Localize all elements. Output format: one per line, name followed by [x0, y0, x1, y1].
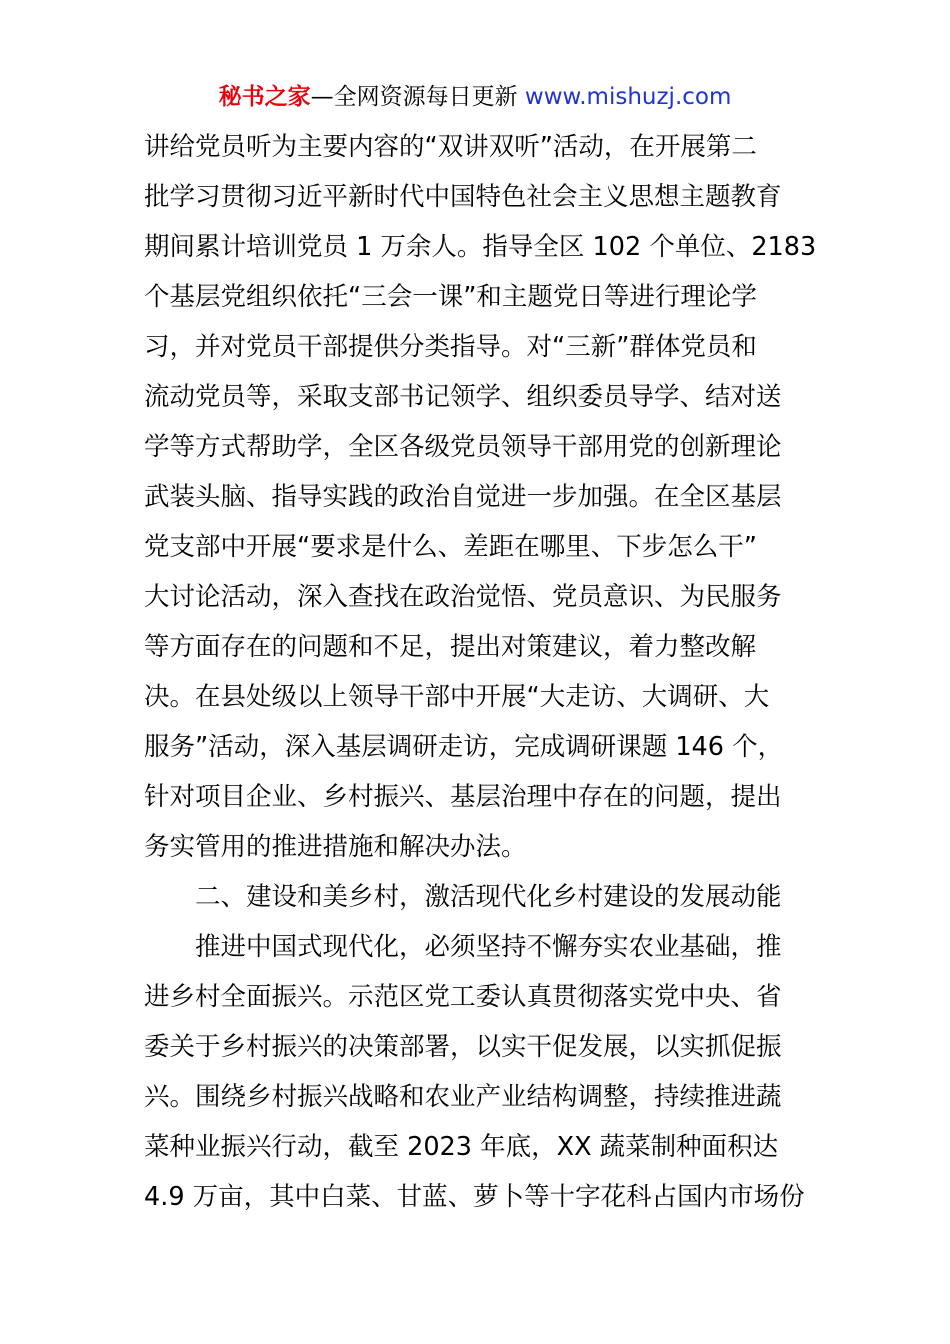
text-line: 决。在县处级以上领导干部中开展“大走访、大调研、大 [144, 682, 770, 712]
text-line: 大讨论活动，深入查找在政治觉悟、党员意识、为民服务 [144, 582, 782, 612]
site-header [0, 80, 950, 114]
text-line: 期间累计培训党员 1 万余人。指导全区 102 个单位、2183 [144, 232, 817, 262]
text-line: 批学习贯彻习近平新时代中国特色社会主义思想主题教育 [144, 182, 782, 212]
text-line: 推进中国式现代化，必须坚持不懈夯实农业基础，推 [195, 932, 782, 962]
text-line: 针对项目企业、乡村振兴、基层治理中存在的问题，提出 [144, 782, 782, 812]
document-body [144, 122, 817, 1222]
text-line: 进乡村全面振兴。示范区党工委认真贯彻落实党中央、省 [144, 982, 782, 1012]
text-line: 流动党员等，采取支部书记领学、组织委员导学、结对送 [144, 382, 782, 412]
text-line: 务实管用的推进措施和解决办法。 [144, 832, 527, 862]
site-url-link[interactable]: www.mishuzj.com [524, 84, 732, 110]
text-line: 等方面存在的问题和不足，提出对策建议，着力整改解 [144, 632, 757, 662]
text-line: 学等方式帮助学，全区各级党员领导干部用党的创新理论 [144, 432, 782, 462]
text-line: 4.9 万亩，其中白菜、甘蓝、萝卜等十字花科占国内市场份 [144, 1182, 805, 1212]
brand-name: 秘书之家 [218, 84, 311, 110]
section-heading: 二、建设和美乡村，激活现代化乡村建设的发展动能 [195, 882, 782, 912]
text-line: 党支部中开展“要求是什么、差距在哪里、下步怎么干” [144, 532, 757, 562]
text-line: 讲给党员听为主要内容的“双讲双听”活动，在开展第二 [144, 132, 757, 162]
text-line: 委关于乡村振兴的决策部署，以实干促发展，以实抓促振 [144, 1032, 782, 1062]
text-line: 武装头脑、指导实践的政治自觉进一步加强。在全区基层 [144, 482, 782, 512]
header-tagline: —全网资源每日更新 [310, 84, 525, 110]
text-line: 兴。围绕乡村振兴战略和农业产业结构调整，持续推进蔬 [144, 1082, 782, 1112]
text-line: 菜种业振兴行动，截至 2023 年底，XX 蔬菜制种面积达 [144, 1132, 779, 1162]
text-line: 个基层党组织依托“三会一课”和主题党日等进行理论学 [144, 282, 757, 312]
text-line: 服务”活动，深入基层调研走访，完成调研课题 146 个， [144, 732, 784, 762]
text-line: 习，并对党员干部提供分类指导。对“三新”群体党员和 [144, 332, 757, 362]
